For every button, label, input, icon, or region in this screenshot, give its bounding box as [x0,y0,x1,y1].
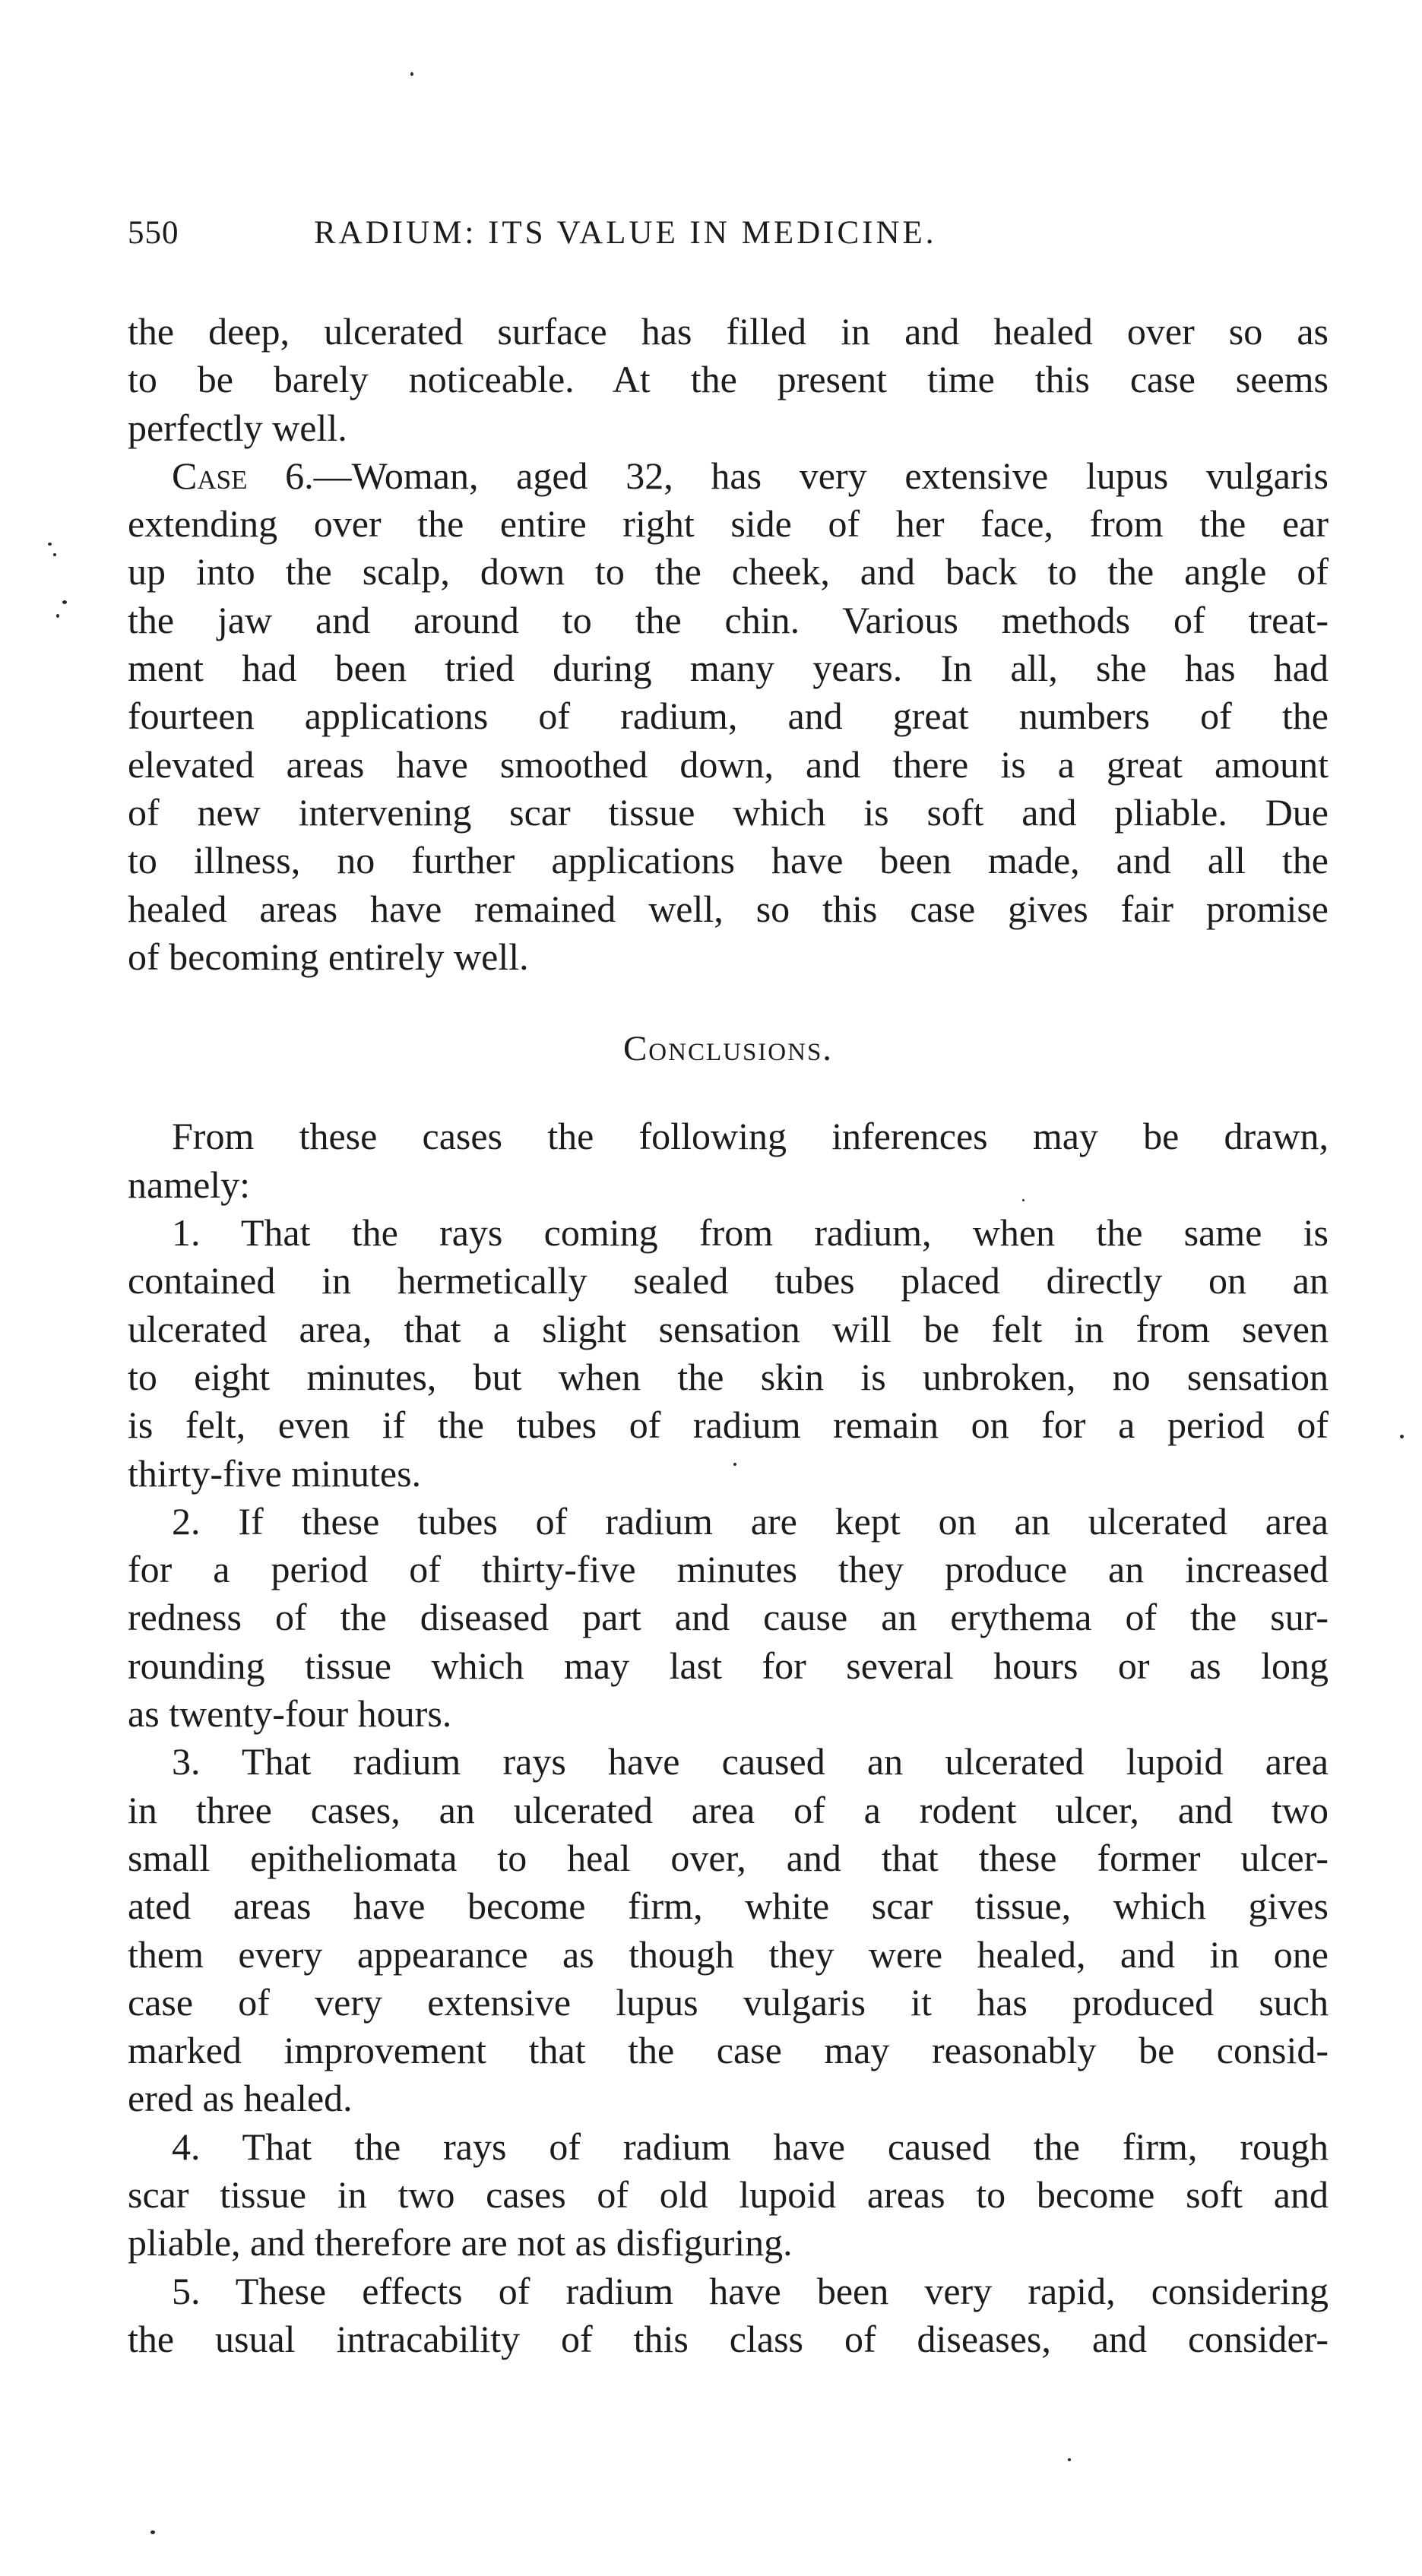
text-line: for a period of thirty-five minutes they produce an increased [128,1548,1329,1591]
text-line: elevated areas have smoothed down, and there is a great amount [128,742,1329,786]
text-line: From these cases the following inferences may be drawn, [172,1115,1329,1158]
scan-speck [1068,2458,1071,2461]
text-line: to eight minutes, but when the skin is unbroken, no sensation [128,1355,1329,1398]
case-label: Case 6 [172,454,305,497]
running-head [128,214,1329,263]
text-line: ulcerated area, that a slight sensation will be felt in from seven [128,1307,1329,1350]
text-line: perfectly well. [128,406,347,449]
scan-speck [1400,1435,1404,1438]
text-line: marked improvement that the case may reasonably be consid- [128,2029,1329,2072]
text-line: of new intervening scar tissue which is soft and pliable. Due [128,790,1329,834]
section-heading: Conclusions. [622,1029,834,1069]
text-line: thirty-five minutes. [128,1451,422,1495]
text-line: contained in hermetically sealed tubes placed directly on an [128,1259,1329,1302]
scan-speck [410,72,413,76]
scan-speck [1022,1199,1025,1201]
conclusions-intro [128,1112,1329,1209]
case-6-paragraph [128,452,1329,981]
text-line: them every appearance as though they were healed, and in one [128,1932,1329,1976]
conclusion-item-1 [128,1209,1329,1498]
text-line: small epitheliomata to heal over, and that these former ulcer- [128,1836,1329,1879]
scan-speck [62,600,67,604]
conclusion-item-5 [128,2267,1329,2364]
text-line: 2. If these tubes of radium are kept on an ulcerated area [172,1499,1329,1543]
text-line: healed areas have remained well, so this case gives fair promise [128,887,1329,930]
text-line: ment had been tried during many years. In all, she has had [128,647,1329,690]
text-line: redness of the diseased part and cause an erythema of the sur- [128,1596,1329,1639]
text-line [128,452,1329,500]
text-line: namely: [128,1163,251,1206]
scan-speck [53,553,56,556]
scan-speck [733,1463,736,1466]
scan-speck [48,543,52,546]
text-line: case of very extensive lupus vulgaris it has produced such [128,1980,1329,2024]
text-line: pliable, and therefore are not as disfiguring. [128,2221,793,2264]
text-line: extending over the entire right side of her face, from the ear [128,502,1329,546]
running-title: RADIUM: ITS VALUE IN MEDICINE. [314,215,937,251]
text-line: the deep, ulcerated surface has filled in and healed over so as [128,310,1329,353]
scan-speck [56,614,59,618]
body-text [128,308,1329,2363]
text-line: ated areas have become firm, white scar tissue, which gives [128,1885,1329,1928]
text-line: fourteen applications of radium, and great numbers of the [128,695,1329,738]
conclusion-item-4 [128,2123,1329,2267]
text-line: is felt, even if the tubes of radium remain on for a period of [128,1404,1329,1447]
scan-speck [150,2530,155,2534]
text-line: ered as healed. [128,2077,353,2120]
text-line: 4. That the rays of radium have caused the firm, rough [172,2125,1329,2168]
text-line: 1. That the rays coming from radium, when the same is [172,1211,1329,1255]
text-line: 3. That radium rays have caused an ulcerated lupoid area [172,1740,1329,1783]
text-line: as twenty-four hours. [128,1692,452,1736]
conclusion-item-2 [128,1498,1329,1738]
case-first-line: .—Woman, aged 32, has very extensive lupus vulgaris [304,454,1329,497]
conclusion-item-3 [128,1738,1329,2122]
text-line: rounding tissue which may last for several hours or as long [128,1644,1329,1687]
text-line: the jaw and around to the chin. Various methods of treat- [128,598,1329,641]
text-line: of becoming entirely well. [128,935,529,978]
text-line: the usual intracability of this class of diseases, and consider- [128,2317,1329,2360]
text-line: 5. These effects of radium have been very rapid, considering [172,2269,1329,2312]
text-line: in three cases, an ulcerated area of a rodent ulcer, and two [128,1788,1329,1831]
text-line: up into the scalp, down to the cheek, and back to the angle of [128,550,1329,593]
text-line: to be barely noticeable. At the present time this case seems [128,358,1329,401]
text-line: to illness, no further applications have been made, and all the [128,839,1329,882]
page-number: 550 [128,215,179,251]
continuation-paragraph [128,308,1329,452]
text-line: scar tissue in two cases of old lupoid areas to become soft and [128,2173,1329,2216]
